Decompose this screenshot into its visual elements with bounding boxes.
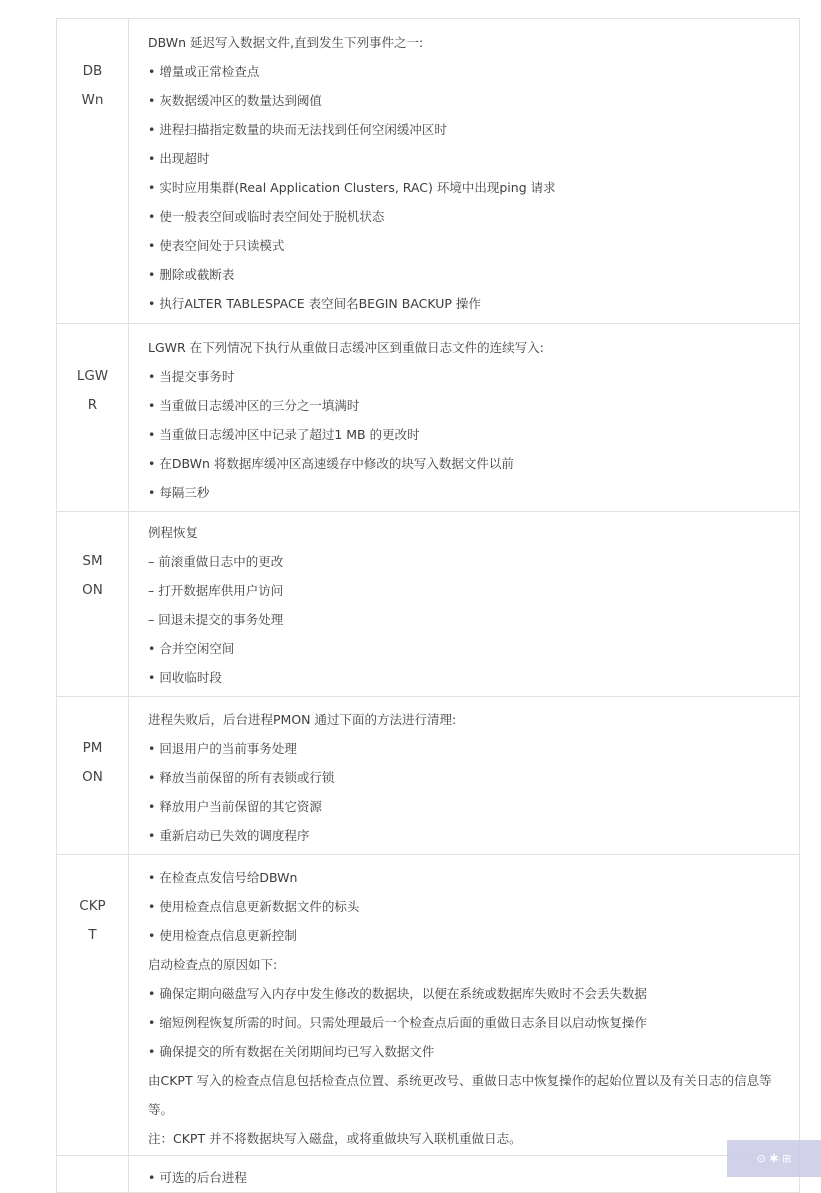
description-line: • 使一般表空间或临时表空间处于脱机状态	[148, 209, 385, 224]
process-name-line: R	[87, 397, 98, 413]
description-line: • 当提交事务时	[148, 369, 235, 384]
description-line: • 释放当前保留的所有表锁或行锁	[148, 770, 335, 785]
watermark-logo: ⊙ ✱ ⊞	[727, 1140, 821, 1177]
process-name-line: LGW	[76, 368, 109, 384]
description-line: • 合并空闲空间	[148, 641, 235, 656]
description-line: 由CKPT 写入的检查点信息包括检查点位置、系统更改号、重做日志中恢复操作的起始位置以及有关日志的信息等等。	[148, 1073, 772, 1117]
description-line: • 执行ALTER TABLESPACE 表空间名BEGIN BACKUP 操作	[148, 296, 481, 311]
process-table	[56, 18, 800, 1193]
description-line: 例程恢复	[148, 525, 199, 540]
process-name-cell	[57, 855, 129, 1156]
process-name-line: PM	[82, 740, 103, 756]
description-line: 注：CKPT 并不将数据块写入磁盘，或将重做块写入联机重做日志。	[148, 1131, 522, 1146]
description-line: • 使用检查点信息更新数据文件的标头	[148, 899, 360, 914]
description-line: • 确保定期向磁盘写入内存中发生修改的数据块，以便在系统或数据库失败时不会丢失数据	[148, 986, 647, 1001]
description-line: 启动检查点的原因如下:	[148, 957, 278, 972]
description-line: 进程失败后，后台进程PMON 通过下面的方法进行清理:	[148, 712, 457, 727]
description-line: • 使表空间处于只读模式	[148, 238, 285, 253]
description-line: DBWn 延迟写入数据文件,直到发生下列事件之一:	[148, 35, 424, 50]
process-description-cell	[129, 19, 800, 324]
description-line: • 可选的后台进程	[148, 1170, 247, 1185]
process-name-line: CKP	[79, 898, 106, 914]
description-line: • 释放用户当前保留的其它资源	[148, 799, 322, 814]
process-name-cell	[57, 324, 129, 512]
description-line: • 进程扫描指定数量的块而无法找到任何空闲缓冲区时	[148, 122, 447, 137]
description-line: • 删除或截断表	[148, 267, 235, 282]
process-description-cell	[129, 324, 800, 512]
process-name-line: T	[88, 927, 97, 943]
description-line: – 回退未提交的事务处理	[148, 612, 284, 627]
process-description-cell	[129, 697, 800, 855]
description-line: • 回收临时段	[148, 670, 222, 685]
description-line: • 回退用户的当前事务处理	[148, 741, 297, 756]
description-line: • 实时应用集群(Real Application Clusters, RAC) 环境中出现ping 请求	[148, 180, 556, 195]
description-line: • 增量或正常检查点	[148, 64, 260, 79]
process-name-line: ON	[82, 582, 103, 598]
table-row	[57, 855, 800, 1156]
description-line: • 在检查点发信号给DBWn	[148, 870, 298, 885]
description-line: • 出现超时	[148, 151, 210, 166]
description-line: • 确保提交的所有数据在关闭期间均已写入数据文件	[148, 1044, 435, 1059]
process-name-cell	[57, 512, 129, 697]
process-name-line: DB	[82, 63, 103, 79]
process-description-cell	[129, 855, 800, 1156]
description-line: LGWR 在下列情况下执行从重做日志缓冲区到重做日志文件的连续写入:	[148, 340, 544, 355]
description-line: • 当重做日志缓冲区的三分之一填满时	[148, 398, 360, 413]
table-row	[57, 19, 800, 324]
process-name-cell	[57, 1156, 129, 1193]
process-description-cell	[129, 1156, 800, 1193]
description-line: – 打开数据库供用户访问	[148, 583, 284, 598]
process-name-line: ON	[82, 769, 103, 785]
table-row	[57, 697, 800, 855]
description-line: – 前滚重做日志中的更改	[148, 554, 284, 569]
table-body	[57, 19, 800, 1193]
process-name-line: Wn	[81, 92, 104, 108]
description-line: • 灰数据缓冲区的数量达到阈值	[148, 93, 322, 108]
description-line: • 每隔三秒	[148, 485, 210, 500]
process-name-line: SM	[82, 553, 103, 569]
process-name-cell	[57, 697, 129, 855]
description-line: • 使用检查点信息更新控制	[148, 928, 297, 943]
table-row	[57, 324, 800, 512]
description-line: • 在DBWn 将数据库缓冲区高速缓存中修改的块写入数据文件以前	[148, 456, 514, 471]
table-row	[57, 512, 800, 697]
process-description-cell	[129, 512, 800, 697]
table-row	[57, 1156, 800, 1193]
description-line: • 当重做日志缓冲区中记录了超过1 MB 的更改时	[148, 427, 420, 442]
description-line: • 重新启动已失效的调度程序	[148, 828, 310, 843]
process-name-cell	[57, 19, 129, 324]
description-line: • 缩短例程恢复所需的时间。只需处理最后一个检查点后面的重做日志条目以启动恢复操作	[148, 1015, 647, 1030]
